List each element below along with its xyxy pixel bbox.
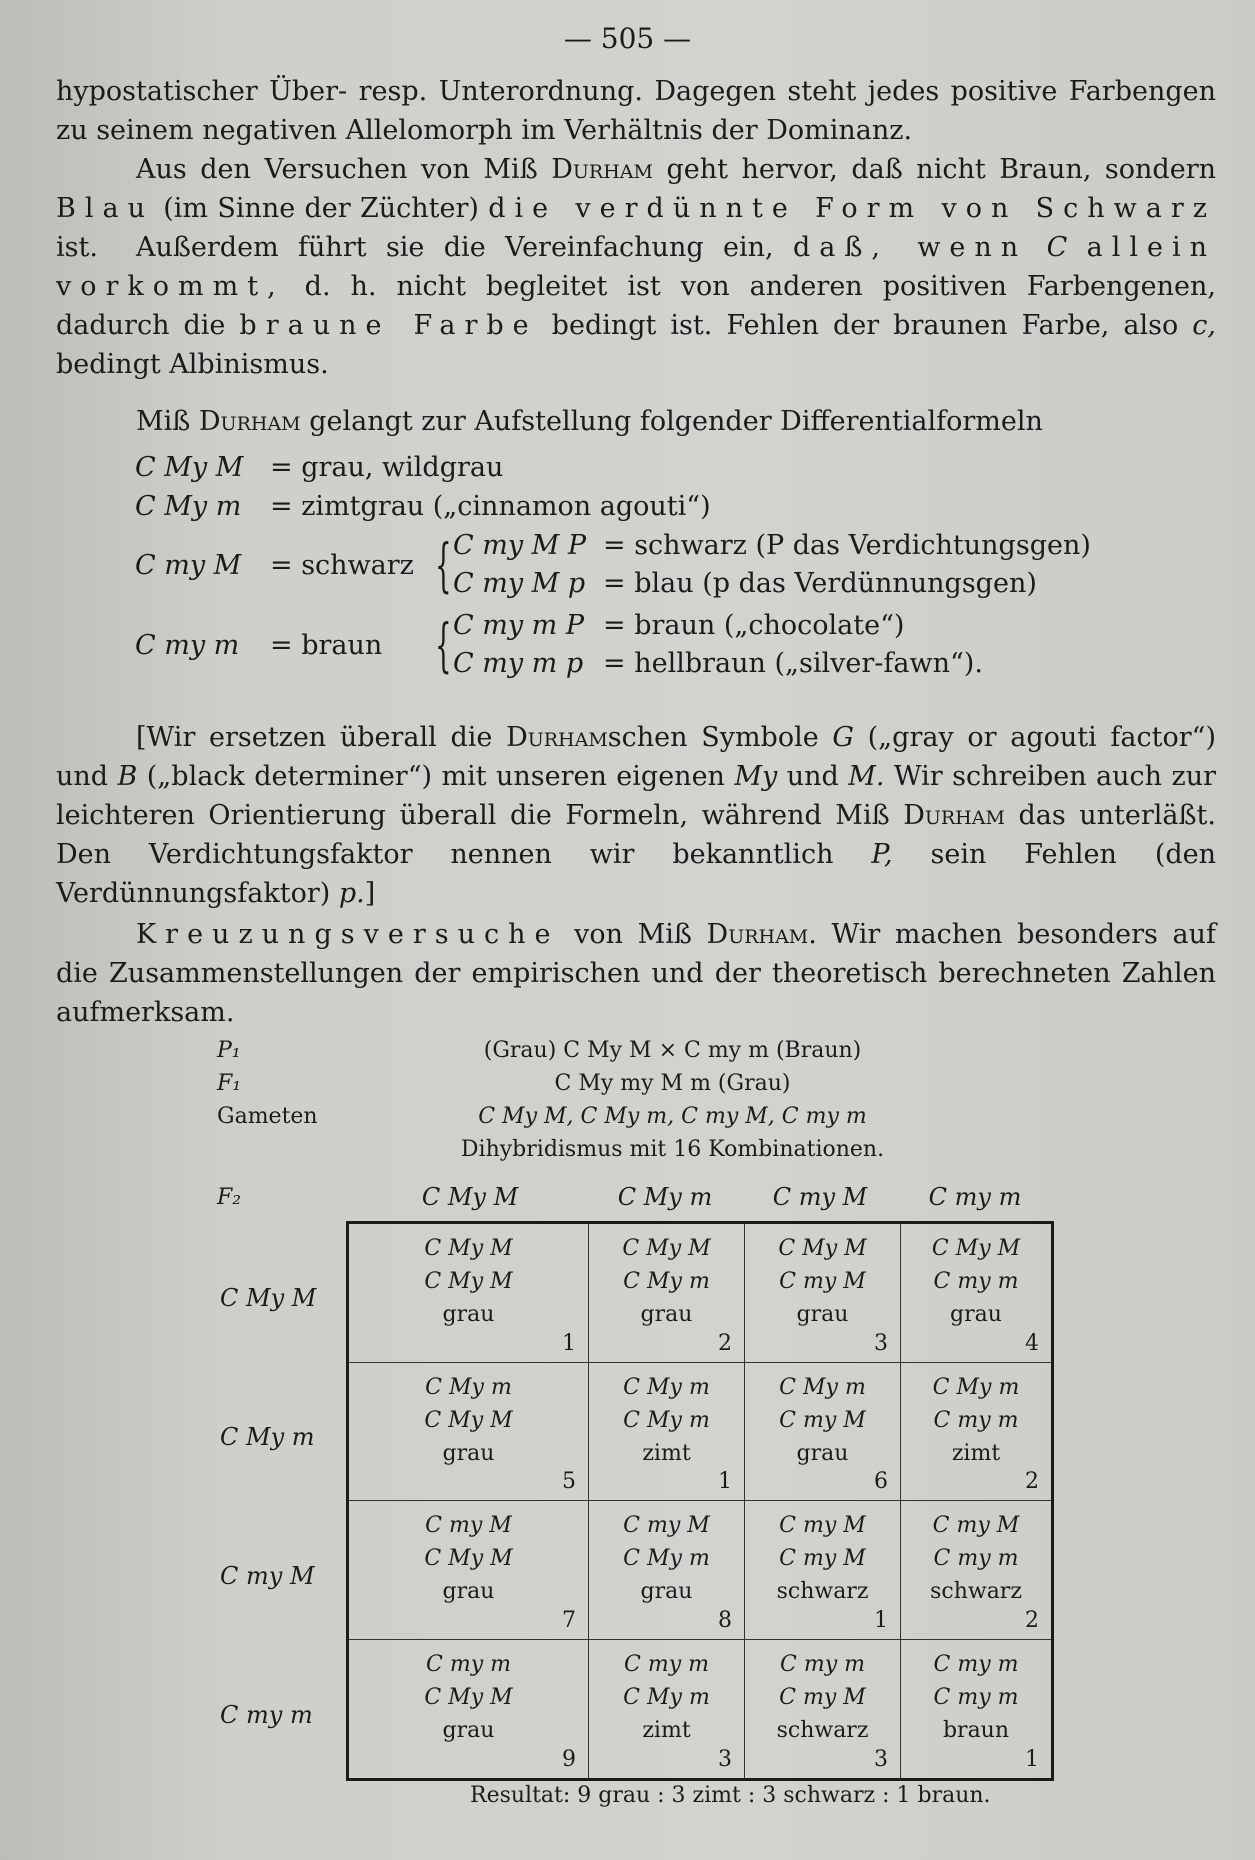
gamete-2: C My m [623, 1546, 710, 1571]
cell-number: 3 [874, 1747, 888, 1772]
row-header: C My M [220, 1284, 317, 1312]
gamete-1: C My m [932, 1374, 1020, 1400]
cell-number: 3 [718, 1747, 732, 1772]
formula-value: = schwarz [270, 550, 414, 581]
spaced-text: Kreuzungsversuche [136, 919, 560, 950]
text-run: („gray or agouti factor“) und [56, 722, 1216, 792]
spaced-text: die verdünnte Form von Schwarz [488, 193, 1216, 224]
gamete-2: C my M [779, 1269, 866, 1294]
punnett-cell [349, 1224, 589, 1363]
punnett-square [346, 1221, 1054, 1781]
formula-value: = hellbraun („silver-fawn“). [603, 648, 983, 679]
gamete-1: C my m [426, 1651, 511, 1677]
f2-label: F₂ [217, 1185, 242, 1210]
text-run: von Miß [559, 919, 707, 950]
page-number: — 505 — [563, 22, 692, 55]
punnett-cell [349, 1363, 589, 1502]
paragraph-3 [56, 228, 1216, 384]
gamete-1: C my M [932, 1513, 1020, 1538]
gameten-value: C My M, C My m, C my M, C my m [478, 1104, 867, 1129]
phenotype: grau [640, 1579, 693, 1604]
gamete-2: C my m [933, 1546, 1019, 1571]
text-run: schen Symbole [607, 722, 833, 753]
f1-value: C My my M m (Grau) [554, 1071, 791, 1096]
gamete-2: C My M [424, 1269, 513, 1294]
cell-number: 2 [1025, 1607, 1039, 1633]
phenotype: grau [442, 1717, 495, 1743]
paragraph-text: hypostatischer Über- resp. Unterordnung. Dagegen steht jedes positive Farbengen zu seinem negativen Allelomorph im Verhältnis der Dominanz. [56, 76, 1216, 146]
brace-icon: { [435, 531, 452, 599]
punnett-cell [745, 1501, 901, 1640]
gamete-1: C my M [779, 1513, 866, 1538]
gamete-1: C my m [624, 1651, 709, 1677]
gamete-2: C my m [933, 1269, 1019, 1294]
formula-value: = schwarz (P das Verdichtungsgen) [603, 530, 1091, 561]
punnett-cell [349, 1501, 589, 1640]
phenotype: schwarz [776, 1717, 869, 1743]
gameten-label: Gameten [217, 1104, 318, 1129]
gamete-1: C My M [424, 1236, 513, 1261]
punnett-cell [589, 1224, 745, 1363]
punnett-cell [745, 1640, 901, 1779]
text-run: gelangt zur Aufstellung folgender Differentialformeln [300, 406, 1043, 437]
f1-label: F₁ [217, 1071, 242, 1096]
phenotype: schwarz [930, 1579, 1022, 1604]
text-run: Wir machen besonders auf die Zusammenstellungen der empirischen und der theoretisch berechneten Zahlen aufmerksam. [56, 919, 1216, 1028]
formula-symbol: C my M p [453, 568, 586, 599]
formula-row [135, 530, 1135, 610]
text-run: bedingt Albinismus. [56, 349, 329, 380]
symbol: B [117, 761, 138, 792]
row-header: C my m [220, 1701, 313, 1729]
punnett-cell [349, 1640, 589, 1779]
formula-value: = zimtgrau („cinnamon agouti“) [270, 491, 711, 522]
text-run: ] [364, 878, 376, 909]
punnett-cell [745, 1363, 901, 1502]
gamete-2: C My M [424, 1546, 513, 1571]
text-run: Aus den Versuchen von Miß [136, 154, 552, 185]
phenotype: grau [442, 1302, 495, 1327]
punnett-cell [901, 1363, 1051, 1502]
text-run: sein Fehlen (den Verdünnungsfaktor) [56, 839, 1216, 909]
spaced-text: braune Farbe [239, 310, 538, 341]
cell-number: 7 [562, 1607, 576, 1633]
phenotype: grau [442, 1579, 495, 1604]
symbol: M. [848, 761, 885, 792]
cell-number: 1 [1025, 1747, 1039, 1772]
punnett-cell [901, 1501, 1051, 1640]
cell-number: 6 [874, 1469, 888, 1494]
phenotype: zimt [642, 1440, 691, 1466]
symbol: My [734, 761, 778, 792]
symbol: c, [1192, 310, 1216, 341]
phenotype: zimt [951, 1440, 1001, 1466]
punnett-cell [589, 1640, 745, 1779]
punnett-cell [901, 1224, 1051, 1363]
p1-label: P₁ [217, 1038, 241, 1063]
symbol: p. [338, 878, 365, 909]
text-run: d. h. nicht begleitet ist von anderen positiven Farbengenen, dadurch die [56, 271, 1216, 341]
symbol: P, [871, 839, 893, 870]
spaced-text: daß, wenn [792, 232, 1028, 263]
spaced-text: Blau [56, 193, 154, 224]
dihybrid-note: Dihybridismus mit 16 Kombinationen. [460, 1137, 885, 1162]
cell-number: 8 [718, 1607, 732, 1633]
gamete-2: C my M [779, 1407, 866, 1433]
column-header: C my m [928, 1183, 1022, 1211]
formula-symbol: C my m p [453, 648, 584, 679]
formula-symbol: C my M [135, 550, 242, 581]
punnett-cell [589, 1363, 745, 1502]
phenotype: braun [942, 1717, 1010, 1743]
formula-symbol: C my m P [453, 610, 585, 641]
author-name: Durham [198, 406, 301, 437]
phenotype: grau [442, 1440, 495, 1466]
text-run: („black determiner“) mit unseren eigenen [137, 761, 735, 792]
text-run: und [777, 761, 849, 792]
punnett-cell [901, 1640, 1051, 1779]
gamete-1: C my m [933, 1651, 1019, 1677]
author-name: Durham [903, 800, 1005, 831]
gamete-1: C My m [623, 1374, 710, 1400]
row-header: C my M [220, 1562, 315, 1590]
gamete-2: C my M [779, 1684, 866, 1710]
formula-value: = braun [270, 630, 383, 661]
text-run: geht hervor, daß nicht Braun, sondern [652, 154, 1216, 185]
phenotype: grau [796, 1440, 849, 1466]
gamete-1: C my M [425, 1513, 512, 1538]
sub-formula [453, 648, 983, 679]
sub-formula [453, 530, 1091, 561]
phenotype: grau [950, 1302, 1002, 1327]
author-name: Durham. [706, 919, 817, 950]
row-header: C My m [220, 1423, 315, 1451]
formula-symbol: C My M [135, 452, 244, 483]
phenotype: grau [796, 1302, 849, 1327]
gamete-2: C my M [779, 1546, 866, 1571]
paragraph-5 [56, 718, 1216, 913]
text-run: bedingt ist. Fehlen der braunen Farbe, also [537, 310, 1193, 341]
cell-number: 2 [718, 1330, 732, 1356]
cell-number: 3 [874, 1330, 888, 1356]
gamete-1: C My m [779, 1374, 866, 1400]
text-run: Miß [136, 406, 199, 437]
text-run: das unterläßt. Den Verdichtungsfaktor nennen wir bekanntlich [56, 800, 1216, 870]
cell-number: 2 [1025, 1469, 1039, 1494]
formula-value: = blau (p das Verdünnungsgen) [603, 568, 1037, 599]
formula-symbol: C my m [135, 630, 240, 661]
gamete-2: C my m [933, 1407, 1019, 1433]
result-line: Resultat: 9 grau : 3 zimt : 3 schwarz : 1 braun. [470, 1783, 991, 1808]
column-header: C My M [421, 1183, 519, 1211]
phenotype: schwarz [776, 1579, 869, 1604]
formula-symbol: C My m [135, 491, 242, 522]
sub-formula [453, 610, 904, 641]
punnett-cell [589, 1501, 745, 1640]
text-run: Wir schreiben auch zur leichteren Orientierung überall die Formeln, während Miß [56, 761, 1216, 831]
gamete-2: C My M [424, 1684, 513, 1710]
column-header: C My m [617, 1183, 713, 1211]
cell-number: 4 [1025, 1330, 1039, 1356]
column-header: C my M [772, 1183, 868, 1211]
formula-symbol: C my M P [453, 530, 587, 561]
brace-icon: { [435, 611, 452, 679]
p1-value: (Grau) C My M × C my m (Braun) [483, 1038, 862, 1063]
gamete-1: C My M [931, 1236, 1021, 1261]
text-run: (im Sinne der Züchter) [153, 193, 489, 224]
cell-number: 1 [718, 1469, 732, 1494]
gamete-2: C My m [623, 1407, 710, 1433]
symbol: C [1046, 232, 1068, 263]
phenotype: grau [640, 1302, 693, 1327]
gamete-1: C My m [425, 1374, 512, 1400]
phenotype: zimt [642, 1717, 691, 1743]
cell-number: 5 [562, 1469, 576, 1494]
spaced-text: allein vorkommt, [56, 232, 1216, 302]
text-run: Außerdem führt sie die Vereinfachung ein, [136, 232, 793, 263]
paragraph-1 [56, 72, 1216, 150]
punnett-cell [745, 1224, 901, 1363]
formula-value: = grau, wildgrau [270, 452, 504, 483]
cell-number: 1 [874, 1607, 888, 1633]
gamete-1: C my M [623, 1513, 710, 1538]
formula-row [135, 610, 1135, 690]
gamete-2: C My M [424, 1407, 513, 1433]
gamete-2: C My m [623, 1684, 710, 1710]
paragraph-6 [56, 915, 1216, 1032]
text-run: ist. [56, 232, 98, 263]
author-name: Durham [506, 722, 608, 753]
gamete-2: C My m [623, 1269, 710, 1294]
cell-number: 9 [562, 1747, 576, 1772]
cell-number: 1 [562, 1330, 576, 1356]
formula-value: = braun („chocolate“) [603, 610, 905, 641]
gamete-1: C My M [778, 1236, 867, 1261]
paragraph-4 [56, 402, 1216, 441]
sub-formula [453, 568, 1037, 599]
gamete-1: C my m [780, 1651, 865, 1677]
gamete-2: C my m [933, 1684, 1019, 1710]
gamete-1: C My M [622, 1236, 711, 1261]
symbol: G [832, 722, 854, 753]
text-run: [Wir ersetzen überall die [136, 722, 507, 753]
author-name: Durham [551, 154, 653, 185]
